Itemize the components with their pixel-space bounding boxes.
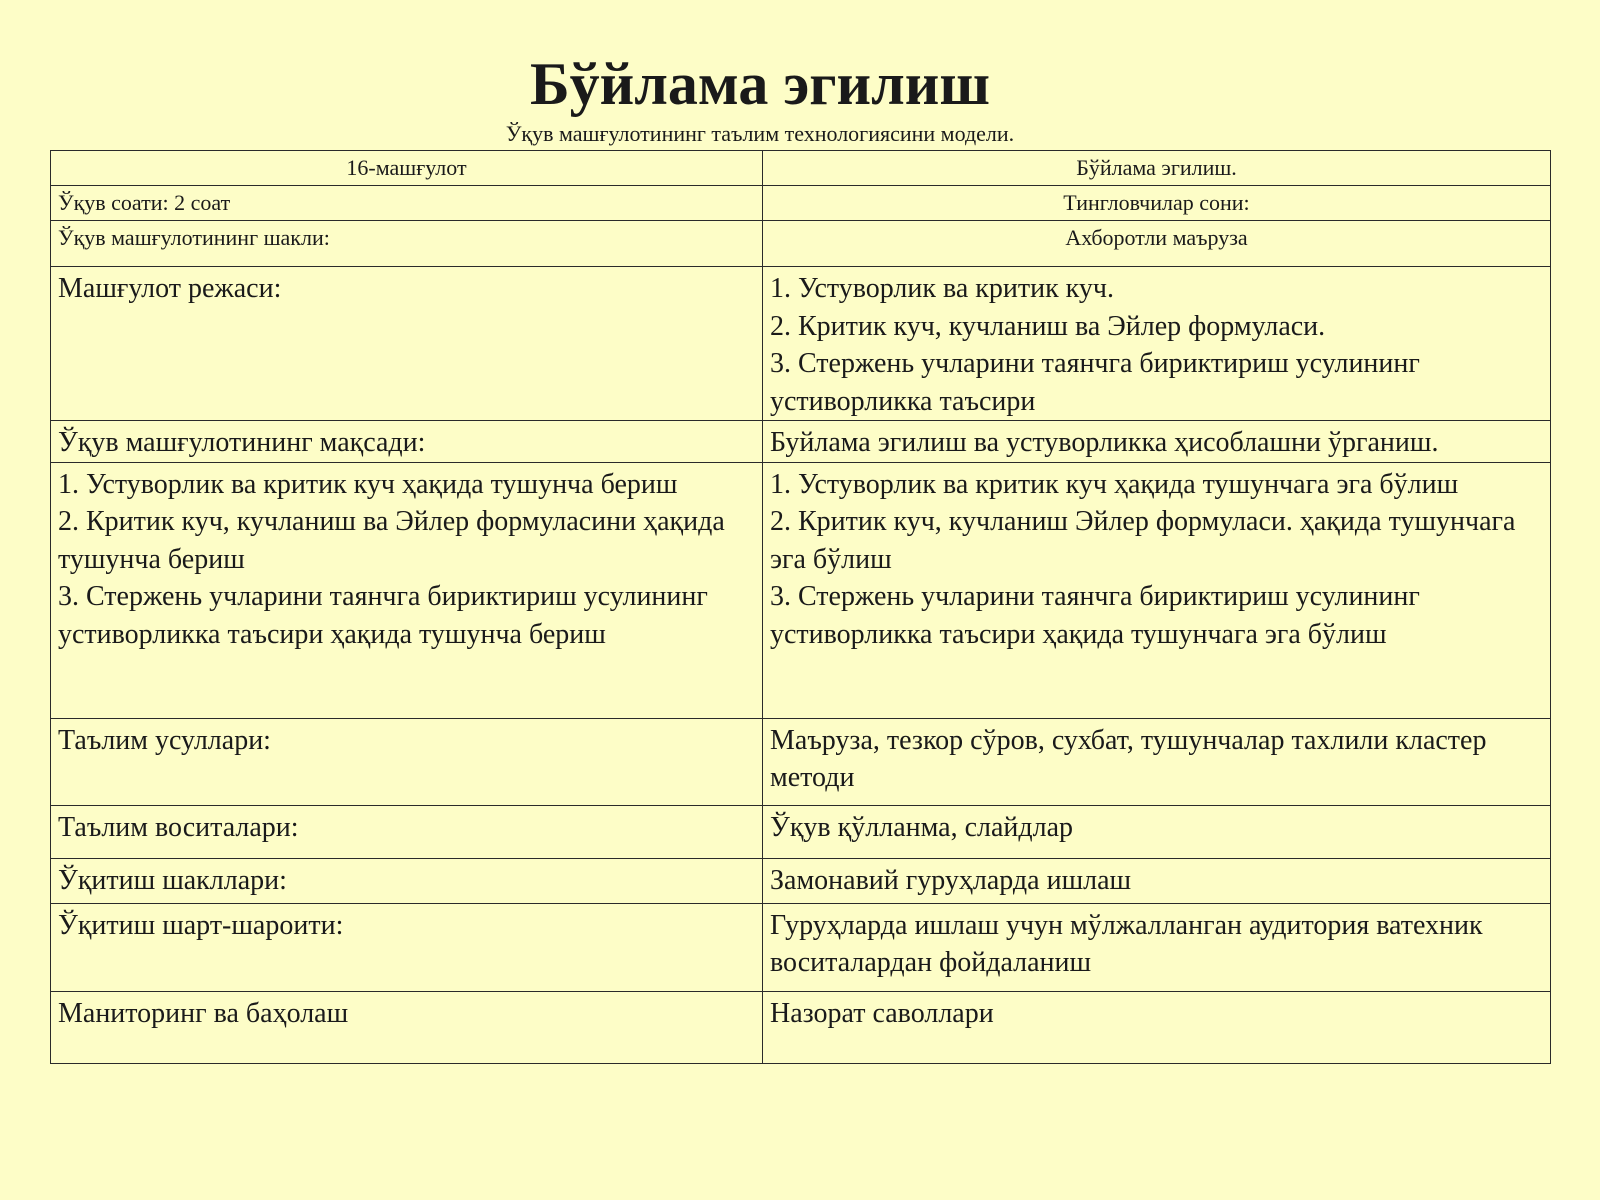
learning-outcome-item: 2. Критик куч, кучланиш Эйлер формуласи. ҳақида тушунчага эга бўлиш	[770, 506, 1516, 575]
lesson-form-label: Ўқув машғулотининг шакли:	[51, 221, 763, 267]
table-row-tools	[51, 805, 1551, 858]
table-row-lesson-number	[51, 151, 1551, 186]
monitoring-label: Маниторинг ва баҳолаш	[51, 991, 763, 1063]
table-row-forms	[51, 858, 1551, 903]
methods-value: Маъруза, тезкор сўров, сухбат, тушунчалар тахлили кластер методи	[763, 718, 1551, 805]
plan-list	[763, 267, 1551, 421]
tools-label: Таълим воситалари:	[51, 805, 763, 858]
table-row-hours	[51, 186, 1551, 221]
goal-value: Буйлама эгилиш ва устуворликка ҳисоблашни ўрганиш.	[763, 421, 1551, 463]
learning-outcome-item: 3. Стержень учларини таянчга бириктириш усулининг устиворликка таъсири ҳақида тушунчага эга бўлиш	[770, 581, 1420, 650]
table-row-plan	[51, 267, 1551, 421]
teaching-forms-label: Ўқитиш шакллари:	[51, 858, 763, 903]
teacher-task-item: 1. Устуворлик ва критик куч ҳақида тушунча бериш	[58, 468, 678, 500]
plan-item: 2. Критик куч, кучланиш ва Эйлер формуласи.	[770, 310, 1326, 342]
goal-label: Ўқув машғулотининг мақсади:	[51, 421, 763, 463]
page-title: Бўйлама эгилиш	[530, 51, 990, 117]
teacher-tasks-list	[51, 462, 763, 718]
table-row-form	[51, 221, 1551, 267]
table-row-methods	[51, 718, 1551, 805]
lesson-model-table	[50, 150, 1551, 1064]
table-row-monitoring	[51, 991, 1551, 1063]
conditions-value: Гуруҳларда ишлаш учун мўлжалланган аудитория ватехник воситалардан фойдаланиш	[763, 903, 1551, 991]
listeners-count-cell: Тингловчилар сони:	[763, 186, 1551, 221]
lesson-number-cell: 16-машғулот	[51, 151, 763, 186]
teacher-task-item: 2. Критик куч, кучланиш ва Эйлер формуласини ҳақида тушунча бериш	[58, 506, 725, 575]
teacher-task-item: 3. Стержень учларини таянчга бириктириш усулининг устиворликка таъсири ҳақида тушунча бериш	[58, 581, 708, 650]
lesson-topic-cell: Бўйлама эгилиш.	[763, 151, 1551, 186]
table-row-conditions	[51, 903, 1551, 991]
learning-outcome-item: 1. Устуворлик ва критик куч ҳақида тушунчага эга бўлиш	[770, 468, 1459, 500]
plan-item: 1. Устуворлик ва критик куч.	[770, 273, 1114, 304]
table-row-tasks	[51, 462, 1551, 718]
methods-label: Таълим усуллари:	[51, 718, 763, 805]
plan-label: Машғулот режаси:	[51, 267, 763, 421]
plan-item: 3. Стержень учларини таянчга бириктириш усулининг устиворликка таъсири	[770, 348, 1420, 417]
table-row-goal	[51, 421, 1551, 463]
tools-value: Ўқув қўлланма, слайдлар	[763, 805, 1551, 858]
learning-outcomes-list	[763, 462, 1551, 718]
page-subtitle: Ўқув машғулотининг таълим технологиясини модели.	[505, 121, 1015, 146]
teaching-forms-value: Замонавий гуруҳларда ишлаш	[763, 858, 1551, 903]
conditions-label: Ўқитиш шарт-шароити:	[51, 903, 763, 991]
study-hours-cell: Ўқув соати: 2 соат	[51, 186, 763, 221]
lesson-form-value: Ахборотли маъруза	[763, 221, 1551, 267]
monitoring-value: Назорат саволлари	[763, 991, 1551, 1063]
